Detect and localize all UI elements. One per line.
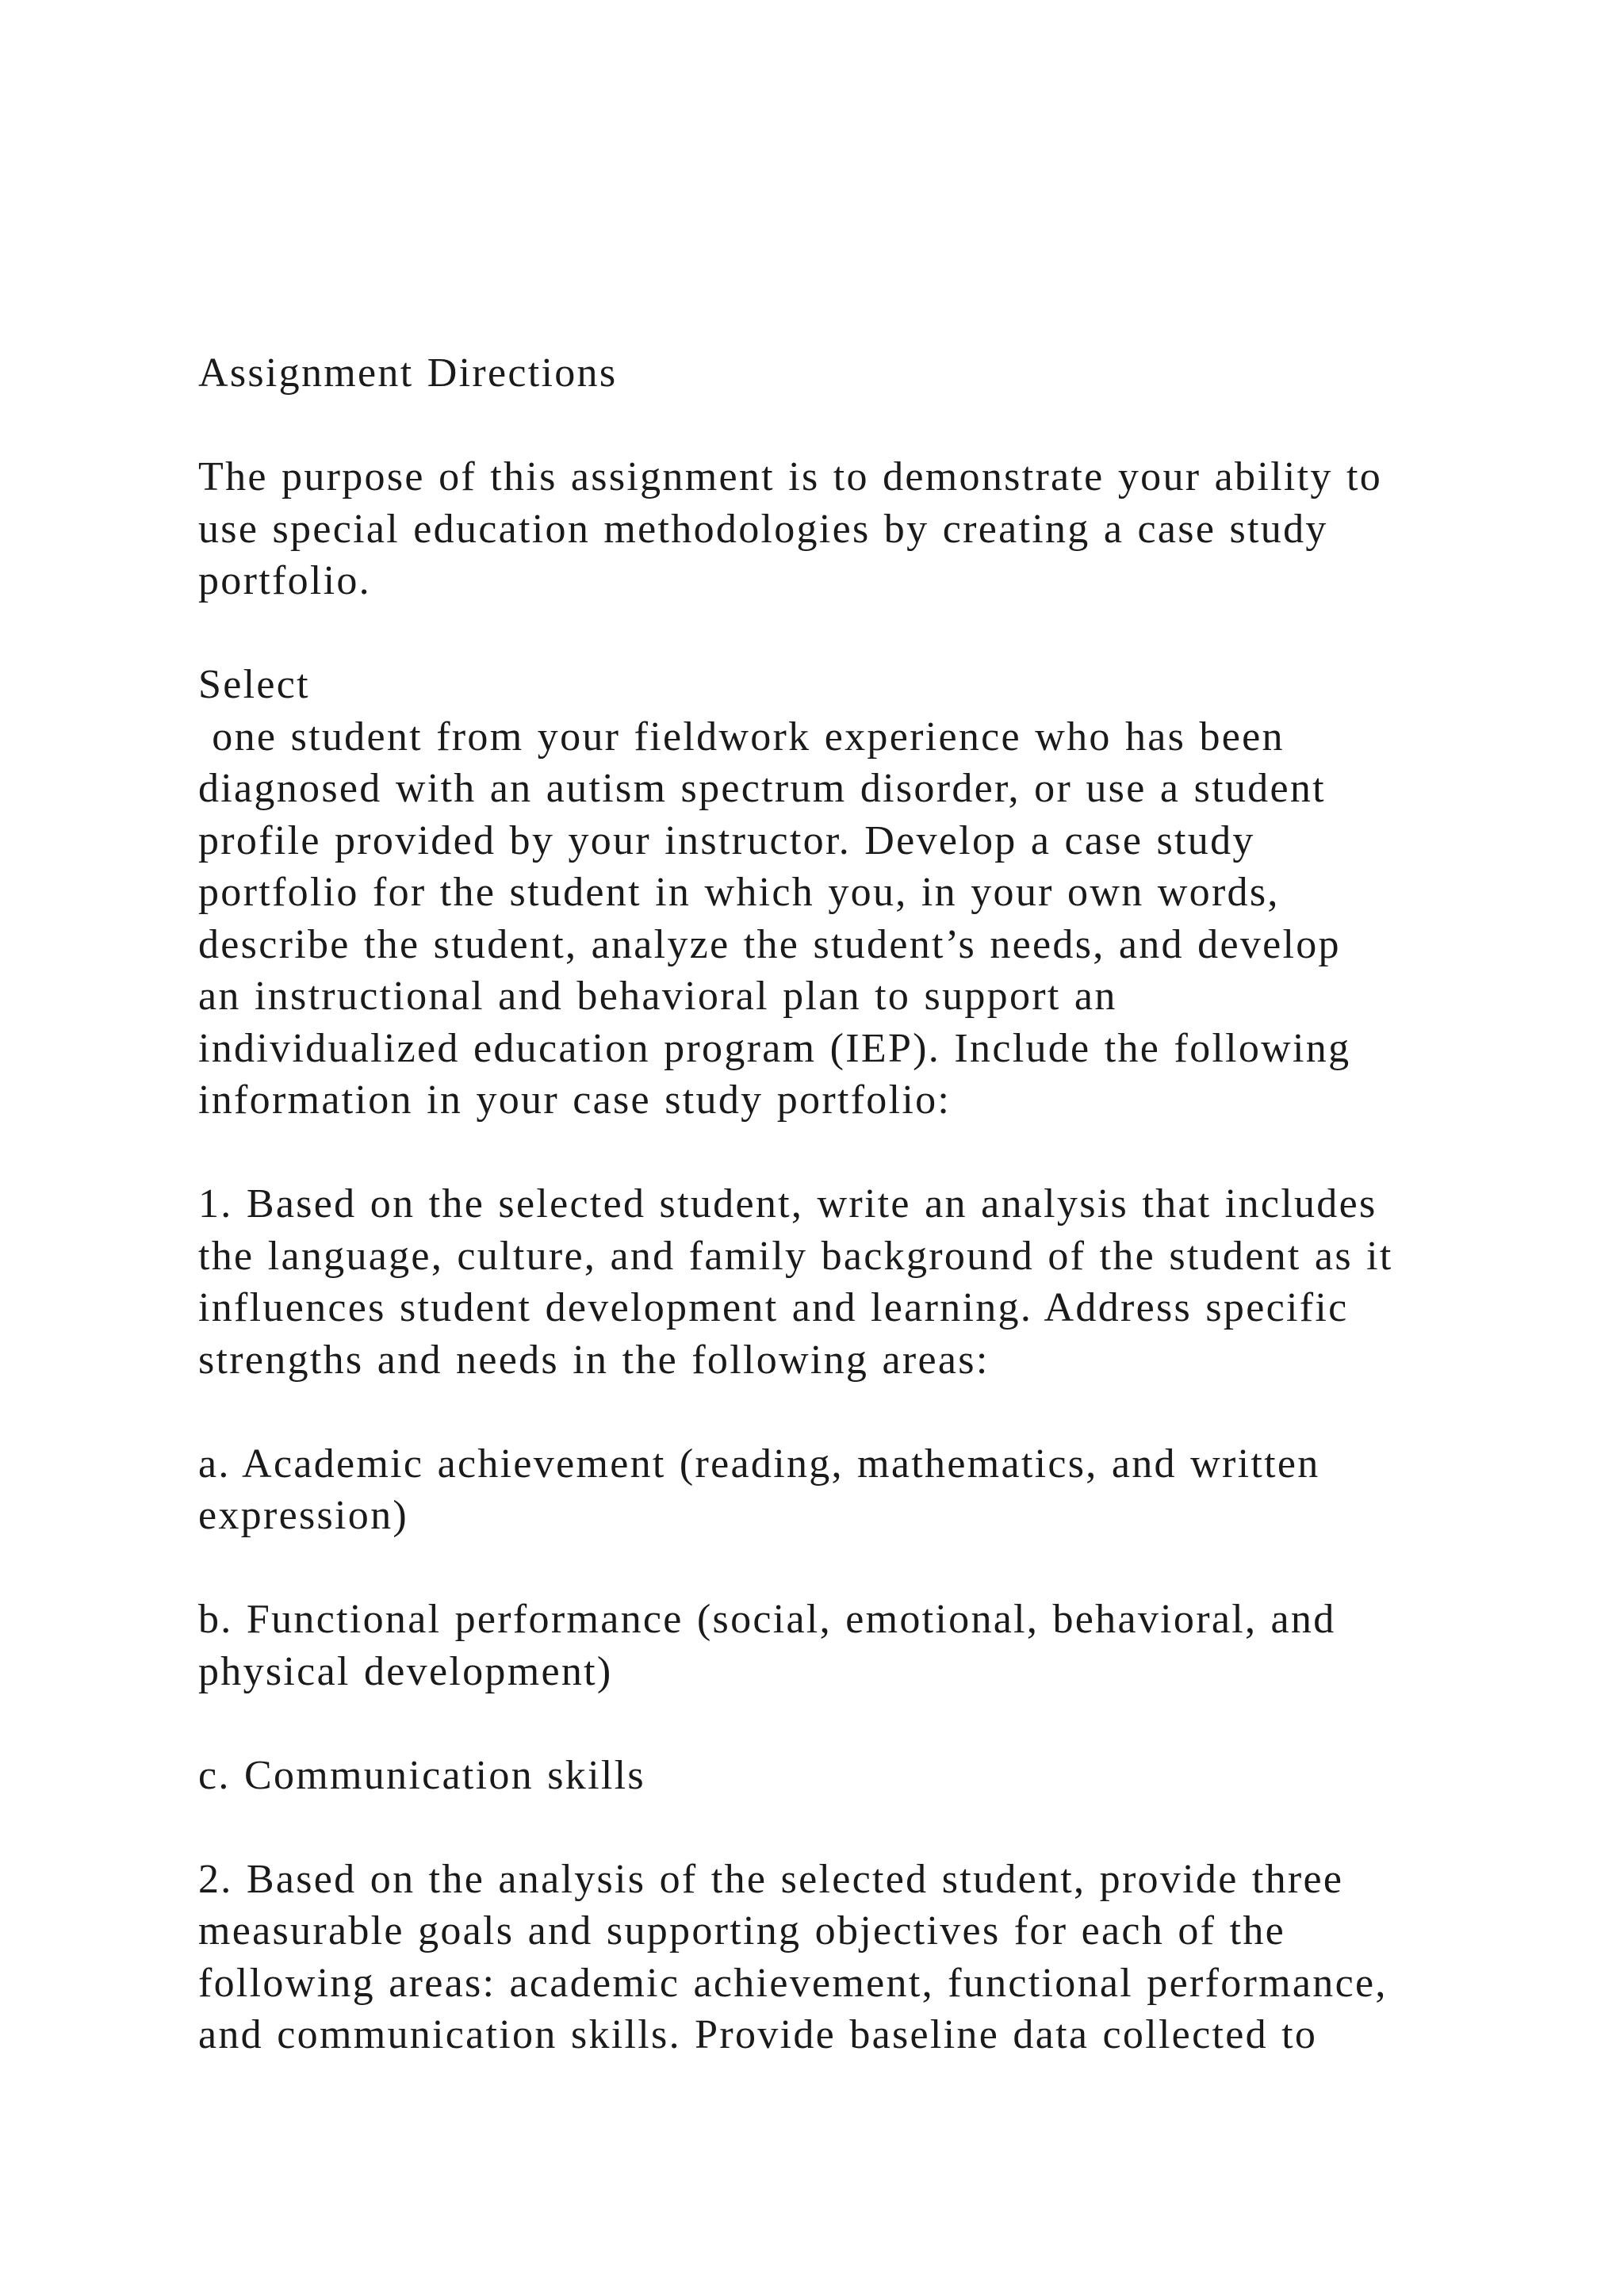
- text-line: 1. Based on the selected student, write an analysis that includes: [198, 1181, 1377, 1226]
- text-line: use special education methodologies by creating a case study: [198, 506, 1328, 552]
- text-line: portfolio for the student in which you, in your own words,: [198, 870, 1280, 915]
- text-line: Select: [198, 662, 310, 707]
- text-line: c. Communication skills: [198, 1752, 645, 1798]
- text-line: measurable goals and supporting objectives for each of the: [198, 1908, 1285, 1954]
- text-line: 2. Based on the analysis of the selected student, provide three: [198, 1856, 1344, 1902]
- text-line: an instructional and behavioral plan to support an: [198, 974, 1117, 1019]
- text-line: influences student development and learning. Address specific: [198, 1285, 1349, 1330]
- text-line: information in your case study portfolio:: [198, 1077, 952, 1123]
- sub-item-1a: [198, 1438, 1515, 1542]
- purpose-paragraph: [198, 451, 1515, 607]
- title-line: Assignment Directions: [198, 350, 618, 396]
- text-line: profile provided by your instructor. Develop a case study: [198, 817, 1255, 863]
- text-line: the language, culture, and family background of the student as it: [198, 1233, 1393, 1279]
- document-title: [198, 347, 1515, 400]
- list-item-2: [198, 1854, 1515, 2061]
- text-line: b. Functional performance (social, emotional, behavioral, and: [198, 1597, 1336, 1642]
- text-line: and communication skills. Provide baseline data collected to: [198, 2012, 1318, 2057]
- text-line: physical development): [198, 1648, 613, 1694]
- sub-item-1c: [198, 1750, 1515, 1802]
- text-line: describe the student, analyze the student’s needs, and develop: [198, 921, 1341, 967]
- list-item-1: [198, 1178, 1515, 1386]
- text-line: expression): [198, 1493, 409, 1538]
- instructions-paragraph: [198, 659, 1515, 1127]
- text-line: strengths and needs in the following areas:: [198, 1337, 990, 1383]
- sub-item-1b: [198, 1594, 1515, 1697]
- text-line: one student from your fieldwork experience who has been: [198, 714, 1285, 760]
- text-line: individualized education program (IEP). Include the following: [198, 1025, 1351, 1071]
- text-line: diagnosed with an autism spectrum disorder, or use a student: [198, 766, 1326, 811]
- text-line: portfolio.: [198, 558, 371, 603]
- text-line: following areas: academic achievement, functional performance,: [198, 1960, 1388, 2006]
- document-body: [198, 347, 1515, 2113]
- text-line: The purpose of this assignment is to demonstrate your ability to: [198, 454, 1382, 499]
- text-line: a. Academic achievement (reading, mathematics, and written: [198, 1441, 1320, 1487]
